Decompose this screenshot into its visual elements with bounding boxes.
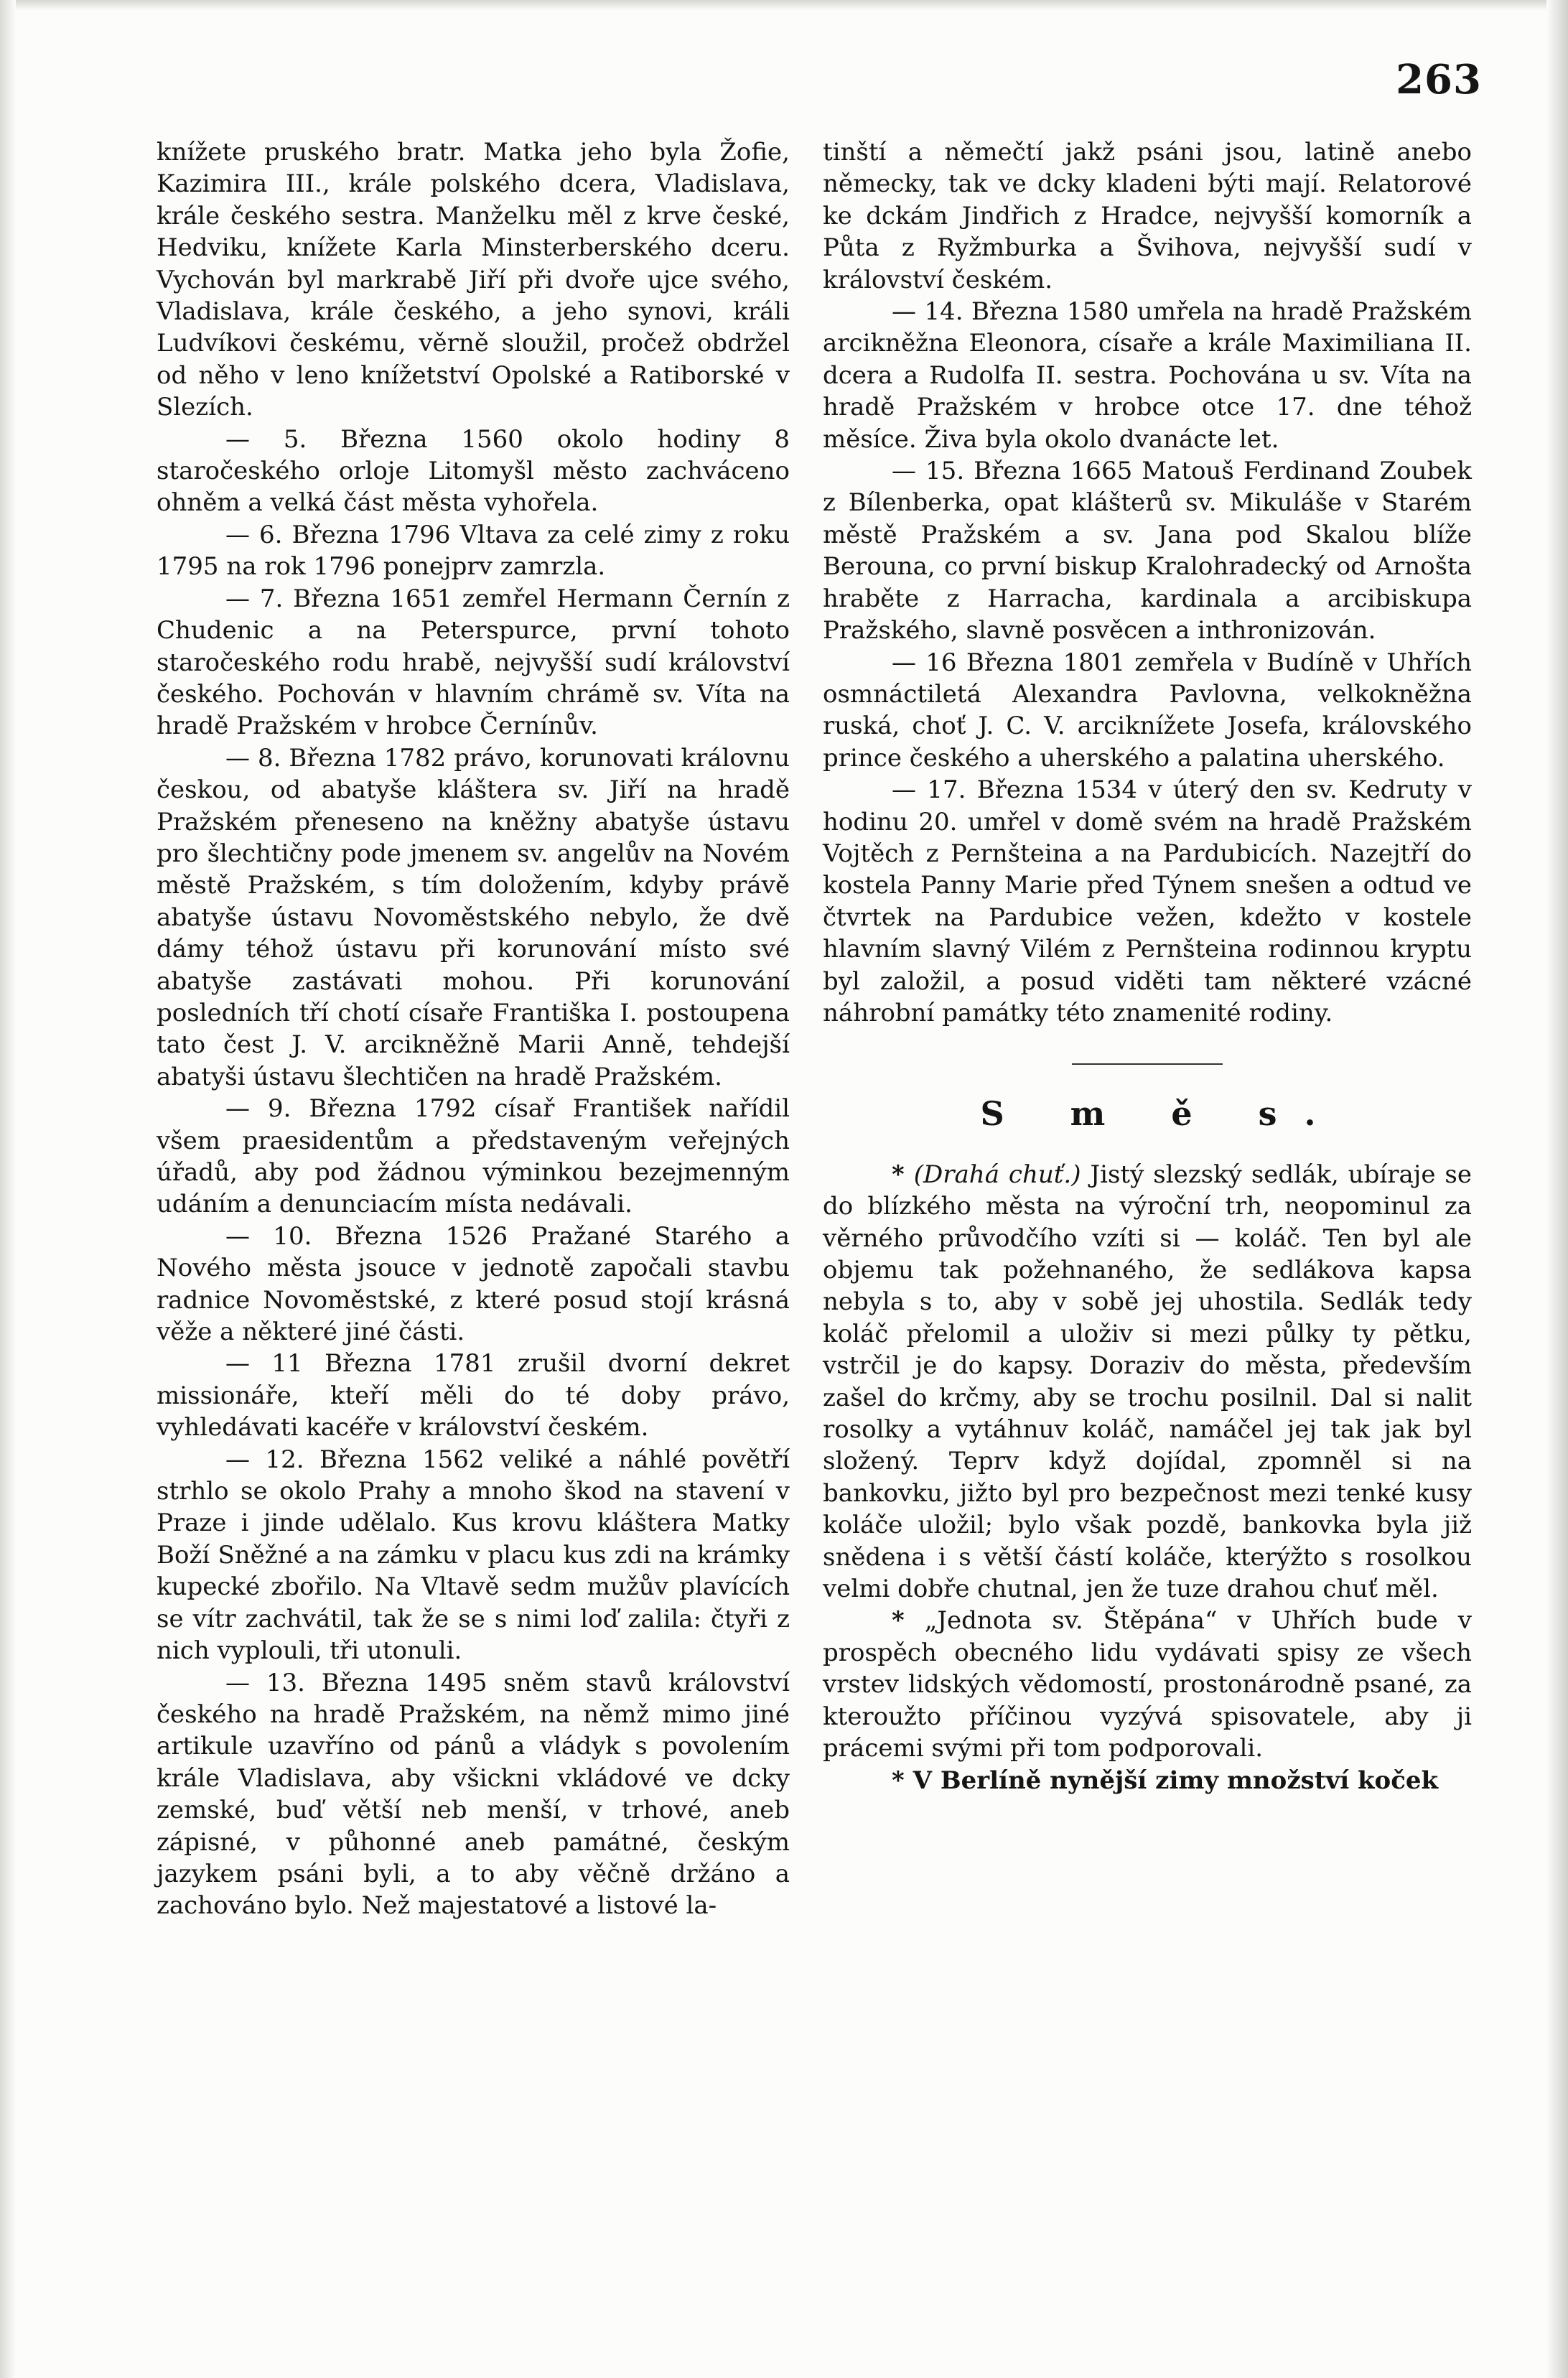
- right-column: [823, 136, 1472, 1796]
- calendar-entry-9: — 9. Března 1792 císař František nařídil všem praesidentům a představeným veřejných úřadů, aby pod žádnou výminkou bezejmenným udáním a denunciacím místa nedávali.: [157, 1094, 790, 1219]
- paragraph-continuation: tinští a němečtí jakž psáni jsou, latině anebo německy, tak ve dcky kladeni býti mají. Relatorové ke dckám Jindřich z Hradce, nejvyšší komorník a Půta z Ryžmburka a Švihova, nejvyšší sudí v království českém.: [823, 138, 1472, 294]
- calendar-entry-12: — 12. Března 1562 veliké a náhlé povětří strhlo se okolo Prahy a mnoho škod na stavení v Praze i jinde udělalo. Kus krovu kláštera Matky Boží Sněžné a na zámku v placu kus zdi na krámky kupecké zbořilo. Na Vltavě sedm mužův plavících se vítr zachvátil, tak že se s nimi loď zalila: čtyři z nich vyplouli, tři utonuli.: [157, 1445, 790, 1666]
- calendar-entry-6: — 6. Března 1796 Vltava za celé zimy z roku 1795 na rok 1796 ponejprv zamrzla.: [157, 520, 790, 582]
- calendar-entry-14: — 14. Března 1580 umřela na hradě Pražském arcikněžna Eleonora, císaře a krále Maximiliana II. dcera a Rudolfa II. sestra. Pochována u sv. Víta na hradě Pražském v hrobce otce 17. dne téhož měsíce. Živa byla okolo dvanácte let.: [823, 297, 1472, 454]
- page-left-edge: [0, 0, 16, 2378]
- star-marker: *: [892, 1160, 905, 1189]
- calendar-entry-11: — 11 Března 1781 zrušil dvorní dekret missionáře, kteří měli do té doby právo, vyhledávati kacéře v království českém.: [157, 1349, 790, 1442]
- smes-text: „Jednota sv. Štěpána“ v Uhřích bude v prospěch obecného lidu vydávati spisy ze všech vrstev lidských vědomostí, prostonárodně psané, za kteroužto příčinou vyzývá spisovatele, aby ji prácemi svými při tom podporovali.: [823, 1606, 1472, 1763]
- calendar-entry-15: — 15. Března 1665 Matouš Ferdinand Zoubek z Bílenberka, opat klášterů sv. Mikuláše v Starém městě Pražském a sv. Jana pod Skalou blíže Berouna, co první biskup Kralohradecký od Arnošta hraběte z Harracha, kardinala a arcibiskupa Pražského, slavně posvěcen a inthronizován.: [823, 457, 1472, 645]
- smes-text: V Berlíně nynější zimy množství koček: [904, 1766, 1439, 1795]
- star-marker: *: [892, 1766, 905, 1795]
- smes-item: [823, 1159, 1472, 1605]
- calendar-entry-10: — 10. Března 1526 Pražané Starého a Nového města jsouce v jednotě započali stavbu radnice Novoměstské, z které posud stojí krásná věže a některé jiné části.: [157, 1221, 790, 1347]
- calendar-entry-13: — 13. Března 1495 sněm stavů království českého na hradě Pražském, na němž mimo jiné artikule uzavříno od pánů a vládyk s povolením krále Vladislava, aby všickni vkládové ve dcky zemské, buď větší neb menší, v trhové, aneb zápisné, v půhonné aneb památné, českým jazykem psáni byli, a to aby věčně držáno a zachováno bylo. Než majestatové a listové la-: [157, 1668, 790, 1921]
- paragraph: knížete pruského bratr. Matka jeho byla Žofie, Kazimira III., krále polského dcera, Vladislava, krále českého sestra. Manželku měl z krve české, Hedviku, knížete Karla Minsterberského dceru. Vychován byl markrabě Jiří při dvoře ujce svého, Vladislava, krále českého, a jeho synovi, králi Ludvíkovi českému, věrně sloužil, pročež obdržel od něho v leno knížetství Opolské a Ratiborské v Slezích.: [157, 138, 790, 422]
- page-right-edge: [1546, 0, 1568, 2378]
- smes-item: [823, 1765, 1472, 1796]
- calendar-entry-8: — 8. Března 1782 právo, korunovati královnu českou, od abatyše kláštera sv. Jiří na hradě Pražském přeneseno na kněžny abatyše ústavu pro šlechtičny pode jmenem sv. angelův na Novém městě Pražském, s tím doložením, kdyby právě abatyše ústavu Novoměstského nebylo, že dvě dámy téhož ústavu při korunování místo své abatyše zastávati mohou. Při korunování posledních tří chotí císaře Františka I. postoupena tato čest J. V. arcikněžně Marii Anně, tehdejší abatyši ústavu šlechtičen na hradě Pražském.: [157, 743, 790, 1091]
- page-top-edge: [0, 0, 1568, 10]
- calendar-entry-16: — 16 Března 1801 zemřela v Budíně v Uhřích osmnáctiletá Alexandra Pavlovna, velkokněžna ruská, choť J. C. V. arciknížete Josefa, královského prince českého a uherského a palatina uherského.: [823, 648, 1472, 773]
- calendar-entry-7: — 7. Března 1651 zemřel Hermann Černín z Chudenic a na Peterspurce, první tohoto staročeského rodu hrabě, nejvyšší sudí království českého. Pochován v hlavním chrámě sv. Víta na hradě Pražském v hrobce Černínův.: [157, 584, 790, 741]
- page-number: 263: [1396, 56, 1482, 103]
- section-title: S m ě s.: [980, 1094, 1343, 1134]
- smes-item: [823, 1605, 1472, 1764]
- calendar-entry-17: — 17. Března 1534 v úterý den sv. Kedruty v hodinu 20. umřel v domě svém na hradě Pražském Vojtěch z Pernšteina a na Pardubicích. Nazejtří do kostela Panny Marie před Týnem snešen a odtud ve čtvrtek na Pardubice vežen, kdežto v kostele hlavním slavný Vilém z Pernšteina rodinnou kryptu byl založil, a posud viděti tam některé vzácné náhrobní památky této znamenité rodiny.: [823, 775, 1472, 1027]
- star-marker: *: [892, 1606, 905, 1636]
- calendar-entry-5: — 5. Března 1560 okolo hodiny 8 staročeského orloje Litomyšl město zachváceno ohněm a velká část města vyhořela.: [157, 424, 790, 518]
- section-divider: [1072, 1063, 1223, 1065]
- smes-text: Jistý slezský sedlák, ubíraje se do blízkého města na výroční trh, neopominul za věrného průvodčího vzíti si — koláč. Ten byl ale objemu tak požehnaného, že sedlákova kapsa nebyla s to, aby v sobě jej uhostila. Sedlák tedy koláč přelomil a uloživ si mezi půlky ty pětku, vstrčil je do kapsy. Doraziv do města, především zašel do krčmy, aby se trochu posilnil. Dal si nalit rosolky a vytáhnuv koláč, namáčel jej tak jak byl složený. Teprv když dojídal, zpomněl si na bankovku, jižto byl pro bezpečnost mezi tenké kusy koláče uložil; bylo však pozdě, bankovka byla již snědena i s větší částí koláče, kterýžto s rosolkou velmi dobře chutnal, jen že tuze drahou chuť měl.: [823, 1160, 1472, 1604]
- left-column: [157, 136, 790, 1922]
- smes-heading: (Drahá chuť.): [913, 1160, 1081, 1189]
